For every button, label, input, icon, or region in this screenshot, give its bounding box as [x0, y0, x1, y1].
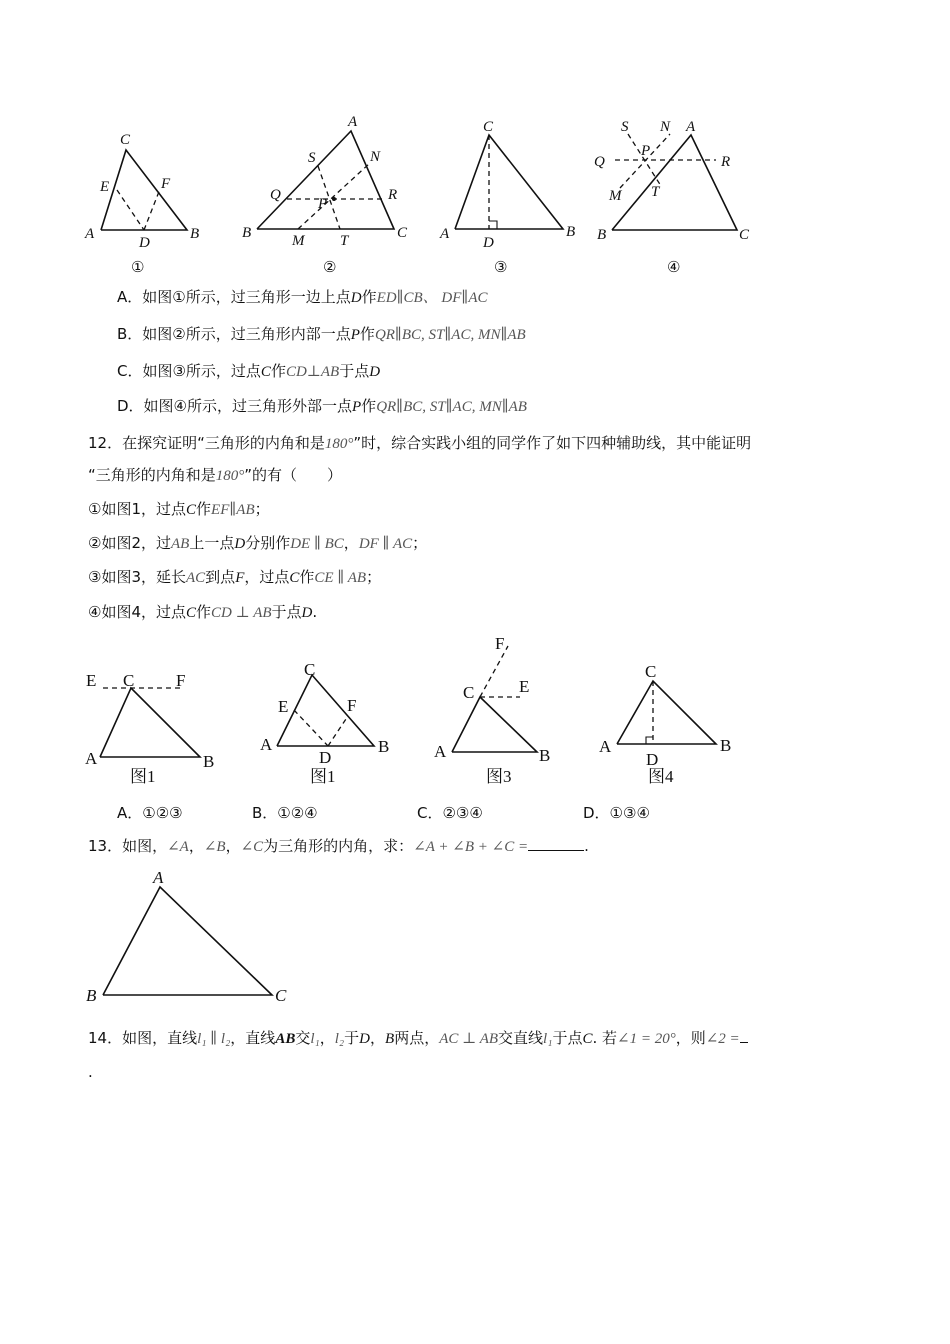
label: T [340, 233, 349, 249]
answer-blank[interactable] [740, 1028, 748, 1043]
math: AC ⊥ AB [439, 1031, 499, 1047]
label: N [660, 119, 671, 135]
stem-text: 于点 [552, 1029, 583, 1047]
label: M [609, 188, 622, 204]
label: R [388, 187, 398, 203]
math: QR∥BC, ST∥AC, MN∥AB [376, 399, 527, 415]
q12-choice-b: B．①②④ [252, 804, 318, 822]
label: N [370, 149, 381, 165]
caption: ④ [667, 258, 681, 276]
label: B [86, 986, 97, 1005]
item-text: ②如图2，过 [88, 534, 171, 552]
point: D [234, 536, 246, 552]
q12-choice-a: A．①②③ [117, 804, 183, 822]
label: B [203, 752, 215, 771]
label: C [645, 662, 657, 681]
math: ∠1 = 20° [617, 1031, 676, 1047]
label: D [646, 750, 659, 769]
point: D [359, 1031, 370, 1047]
math: AC [186, 570, 206, 586]
q12-stem-line2 [88, 465, 342, 486]
point: C [186, 605, 197, 621]
q11-figure-3 [439, 119, 575, 276]
q11-option-a [117, 287, 488, 308]
label: P [318, 196, 328, 212]
point: C [582, 1031, 593, 1047]
stem-text: ， [225, 837, 241, 855]
q12-item-4 [88, 602, 317, 623]
item-text: ④如图4，过点 [88, 603, 186, 621]
label: A [348, 114, 358, 130]
label: C [120, 132, 131, 148]
point: C [186, 502, 197, 518]
stem-text: ， [319, 1029, 335, 1047]
stem-text: 于 [344, 1029, 360, 1047]
label: P [641, 143, 651, 159]
point: B [385, 1031, 395, 1047]
label: B [190, 226, 200, 242]
stem-text: 12．在探究证明“三角形的内角和是 [88, 434, 325, 452]
label: F [161, 176, 171, 192]
q12-figure-4 [599, 662, 731, 786]
point: D [369, 364, 381, 380]
label: A [153, 868, 164, 887]
label: A [85, 226, 95, 242]
label: E [86, 671, 97, 690]
label: C [483, 119, 494, 135]
item-text: 上一点 [189, 534, 235, 552]
label: B [597, 227, 607, 243]
item-text: 到点 [205, 568, 236, 586]
q13-stem [88, 836, 589, 857]
label: Q [594, 154, 605, 170]
stem-text: 交直线 [498, 1029, 544, 1047]
point: P [352, 399, 362, 415]
label: F [347, 696, 357, 715]
option-text: 于点 [339, 362, 370, 380]
label: F [176, 671, 186, 690]
point: AB [275, 1031, 296, 1047]
label: A [260, 735, 273, 754]
item-text: 于点 [271, 603, 302, 621]
q12-item-2 [88, 533, 427, 554]
label: A [434, 742, 447, 761]
option-text: A．如图①所示，过三角形一边上点 [117, 288, 351, 306]
math: l₁ [543, 1031, 553, 1047]
q11-option-b [117, 324, 526, 345]
math: l₂ [334, 1031, 345, 1047]
q12-item-1 [88, 499, 270, 520]
label: C [123, 671, 135, 690]
label: A [686, 119, 696, 135]
math: DE ∥ BC [290, 536, 344, 552]
label: F [495, 634, 505, 653]
label: A [440, 226, 450, 242]
option-text: D．如图④所示，过三角形外部一点 [117, 397, 352, 415]
item-text: ， [343, 534, 359, 552]
label: E [278, 697, 289, 716]
point: C [260, 364, 271, 380]
label: D [319, 748, 332, 767]
stem-text: 14．如图，直线 [88, 1029, 198, 1047]
stem-text: . [584, 837, 589, 855]
math: 180° [324, 436, 354, 452]
label: B [539, 746, 551, 765]
stem-text: ， [370, 1029, 386, 1047]
q12-figure-1 [85, 671, 214, 786]
item-text: ； [366, 568, 382, 586]
label: Q [270, 187, 281, 203]
math: CD⊥AB [285, 364, 340, 380]
stem-text: ”时，综合实践小组的同学作了如下四种辅助线，其中能证明 [353, 434, 752, 452]
math: ∠A [167, 839, 189, 855]
math: ∠C [240, 839, 264, 855]
math: l₁ [310, 1031, 320, 1047]
q11-figure-2 [242, 114, 408, 276]
math: ∠A + ∠B + ∠C = [413, 839, 529, 855]
point: F [235, 570, 245, 586]
q12-choice-d: D．①③④ [583, 804, 650, 822]
caption: 图4 [648, 767, 674, 786]
q13-figure [0, 860, 400, 1010]
point: D [301, 605, 313, 621]
math: ED∥CB、 DF∥AC [376, 290, 488, 306]
point: P [350, 327, 360, 343]
item-text: ； [254, 500, 270, 518]
label: D [139, 235, 150, 251]
caption: ② [323, 258, 337, 276]
label: C [463, 683, 475, 702]
option-text: C．如图③所示，过点 [117, 362, 261, 380]
label: B [566, 224, 576, 240]
label: A [85, 749, 98, 768]
label: E [100, 179, 110, 195]
item-text: ③如图3，延长 [88, 568, 186, 586]
math: EF∥AB [211, 502, 255, 518]
stem-text: 13．如图， [88, 837, 168, 855]
label: C [275, 986, 287, 1005]
math: CE ∥ AB [314, 570, 367, 586]
item-text: 作 [299, 568, 315, 586]
stem-text: 交 [295, 1029, 311, 1047]
label: M [292, 233, 305, 249]
stem-text: ，直线 [230, 1029, 276, 1047]
math: DF ∥ AC [358, 536, 413, 552]
option-text: 作 [359, 325, 375, 343]
q11-figures [0, 0, 950, 290]
math: 180° [215, 468, 245, 484]
caption: 图3 [486, 767, 512, 786]
q11-figure-1 [84, 132, 199, 276]
option-text: B．如图②所示，过三角形内部一点 [117, 325, 351, 343]
q11-figure-4 [594, 119, 750, 276]
item-text: ，过点 [244, 568, 290, 586]
label: A [599, 737, 612, 756]
label: E [519, 677, 530, 696]
q12-choice-c: C．②③④ [417, 804, 483, 822]
math: l₁ ∥ l₂ [197, 1031, 231, 1047]
caption: 图1 [130, 767, 156, 786]
item-text: ； [412, 534, 428, 552]
q11-option-d [117, 396, 527, 417]
q12-stem-line1 [88, 433, 751, 454]
label: B [720, 736, 732, 755]
q12-figures [0, 630, 950, 790]
q11-option-c [117, 361, 380, 382]
caption: 图1 [310, 767, 336, 786]
label: T [651, 184, 660, 200]
caption: ③ [494, 258, 508, 276]
stem-text: ”的有（ ） [244, 466, 343, 484]
label: R [721, 154, 731, 170]
math: ∠2 = [705, 1031, 740, 1047]
label: B [378, 737, 390, 756]
math: QR∥BC, ST∥AC, MN∥AB [374, 327, 526, 343]
item-text: 分别作 [245, 534, 291, 552]
option-text: 作 [361, 397, 377, 415]
item-text: 作 [196, 603, 212, 621]
q12-item-3 [88, 567, 381, 588]
math: CD ⊥ AB [211, 605, 272, 621]
stem-text: 为三角形的内角，求： [263, 837, 414, 855]
item-text: . [312, 603, 318, 621]
q12-figure-2 [260, 660, 389, 786]
label: S [308, 150, 316, 166]
label: S [621, 119, 629, 135]
q12-figure-3 [434, 634, 550, 786]
label: C [397, 225, 408, 241]
q14-tail: . [88, 1063, 93, 1081]
q14-stem [88, 1028, 748, 1049]
option-text: 作 [270, 362, 286, 380]
math: AB [171, 536, 190, 552]
stem-text: “三角形的内角和是 [88, 466, 216, 484]
math: ∠B [203, 839, 226, 855]
option-text: 作 [361, 288, 377, 306]
point: C [289, 570, 300, 586]
label: D [483, 235, 494, 251]
label: C [739, 227, 750, 243]
stem-text: ，则 [675, 1029, 706, 1047]
stem-text: 两点， [394, 1029, 440, 1047]
item-text: ①如图1，过点 [88, 500, 186, 518]
item-text: 作 [196, 500, 212, 518]
stem-text: . 若 [592, 1029, 618, 1047]
label: C [304, 660, 316, 679]
point: D [350, 290, 362, 306]
caption: ① [131, 258, 145, 276]
stem-text: ， [188, 837, 204, 855]
label: B [242, 225, 252, 241]
answer-blank[interactable] [528, 836, 584, 851]
